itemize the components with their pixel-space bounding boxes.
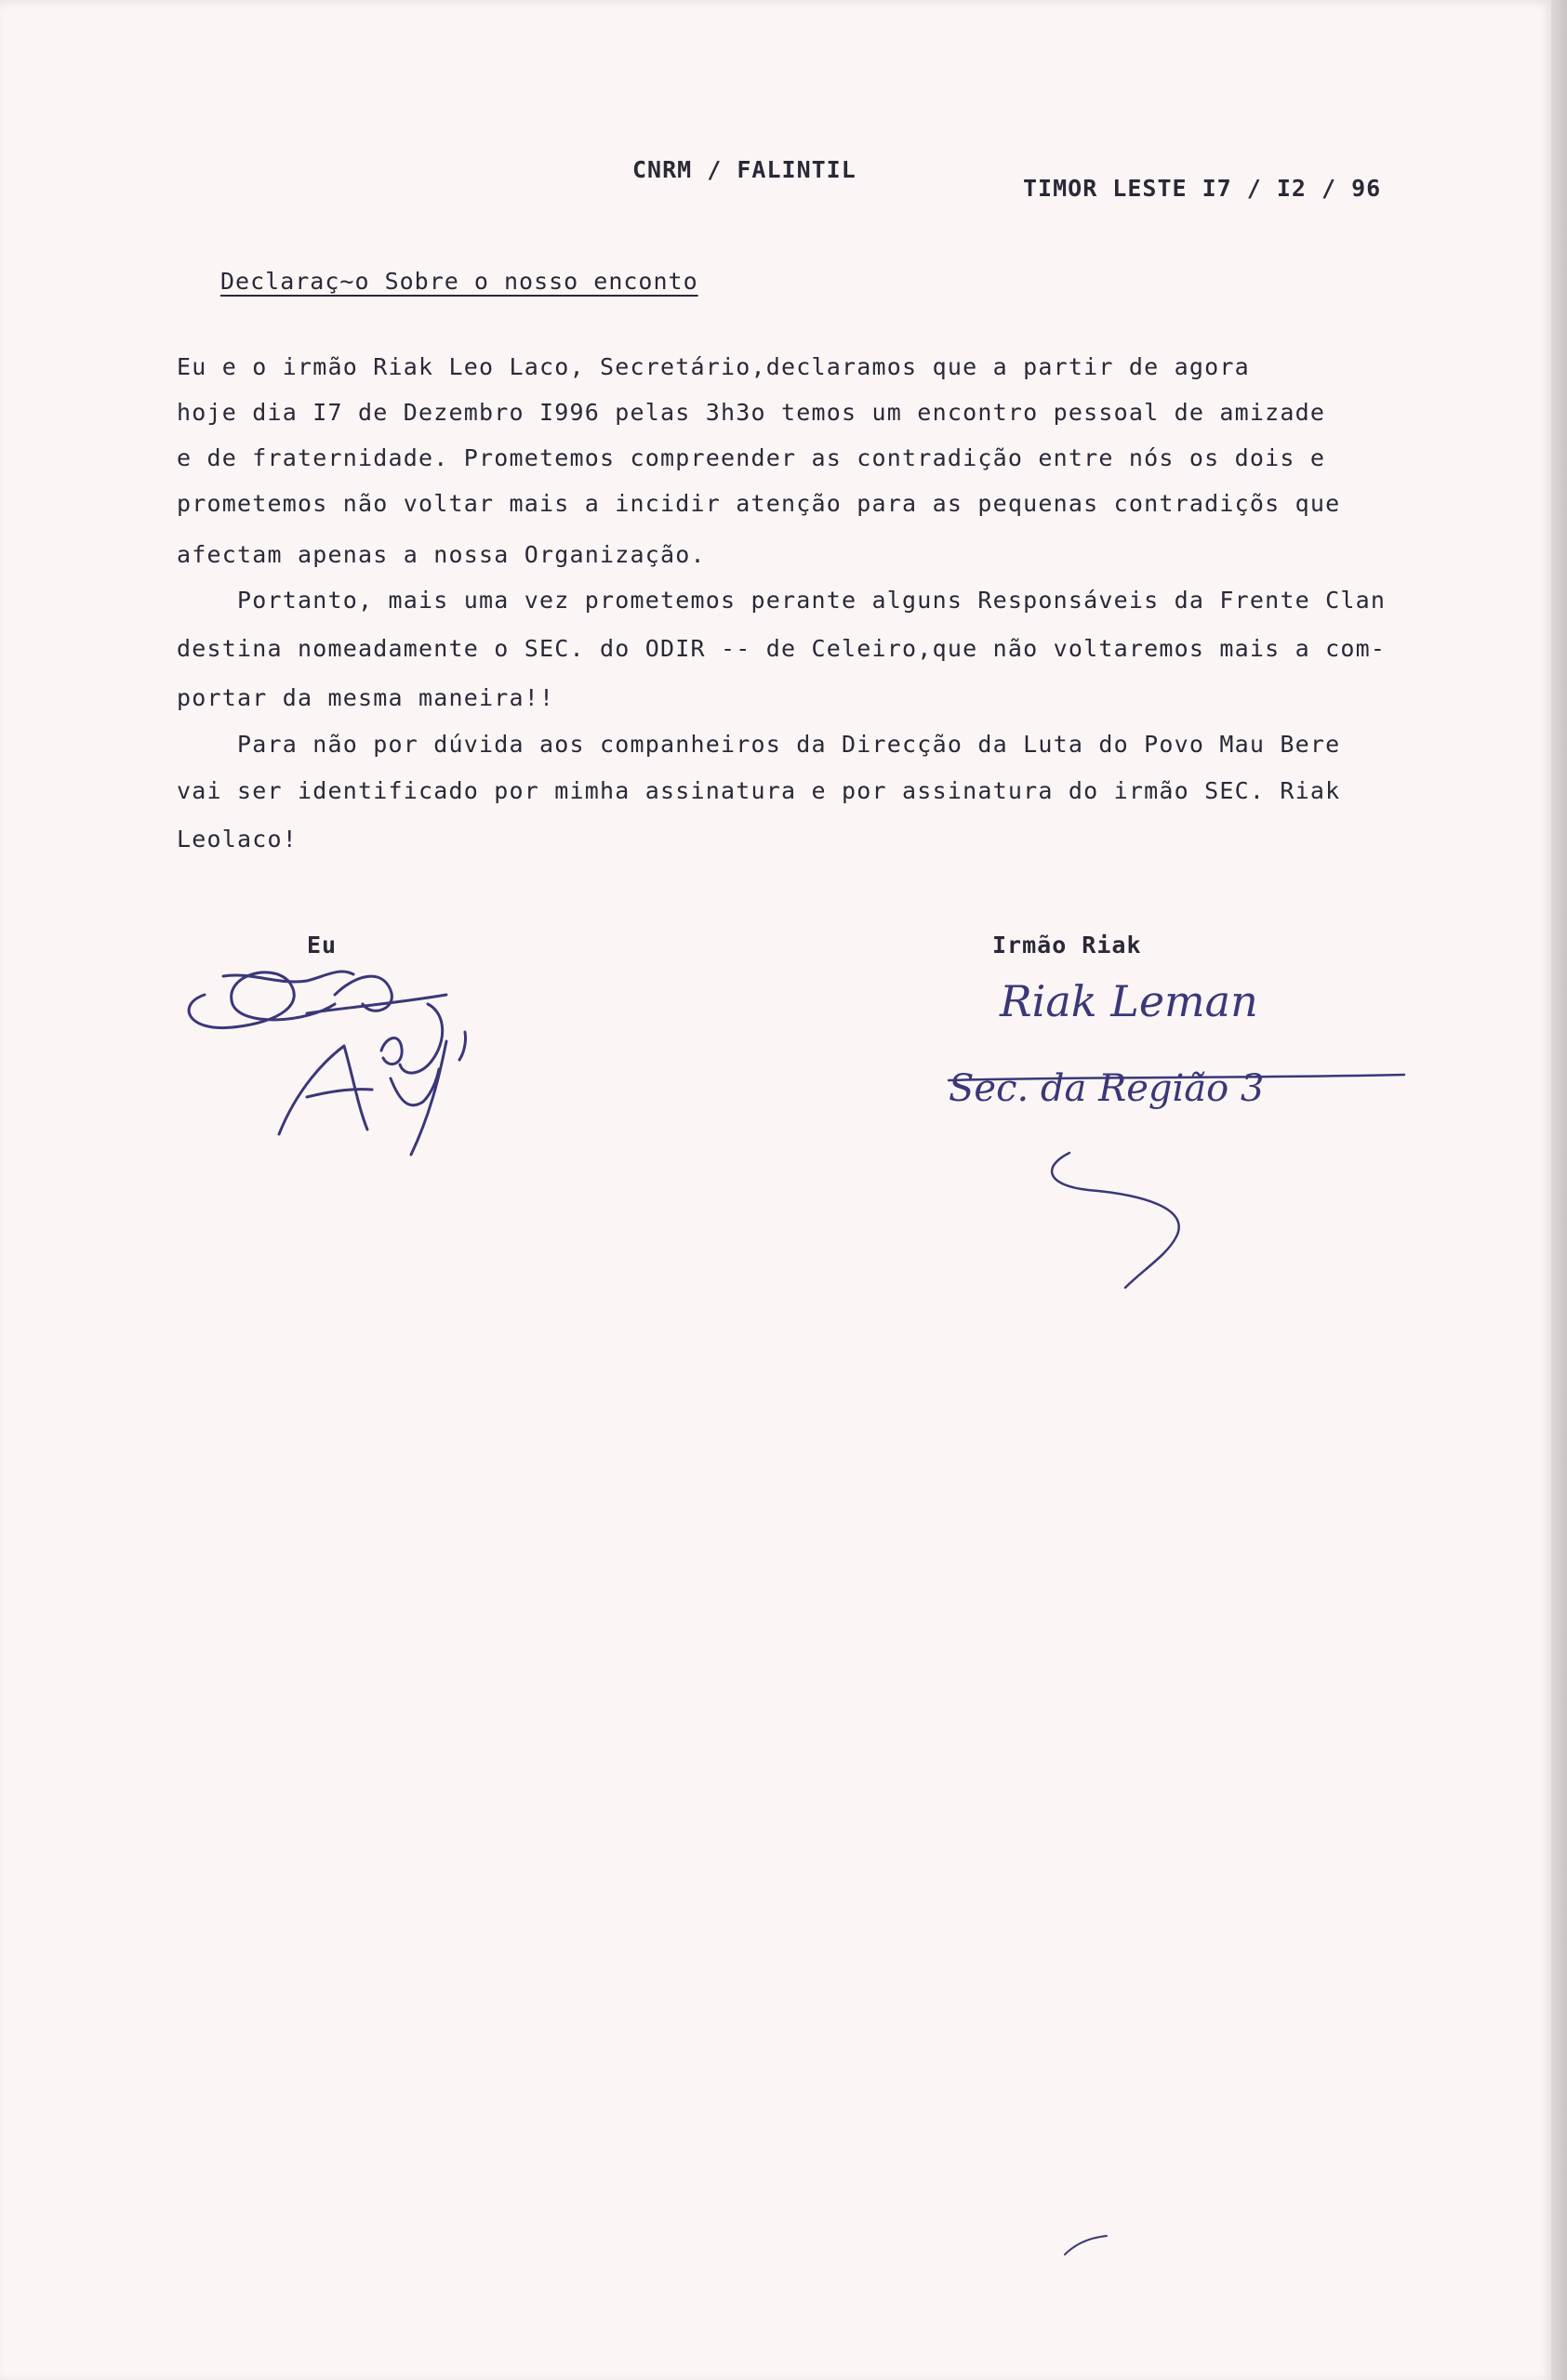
right-handwritten-name: Riak Leman (1000, 976, 1258, 1026)
left-handwritten-signature (167, 939, 484, 1162)
right-handwritten-title: Sec. da Região 3 (949, 1067, 1265, 1110)
body-line-8: portar da mesma maneira!! (177, 684, 555, 711)
page-edge (1551, 0, 1567, 2380)
body-line-1: Eu e o irmão Riak Leo Laco, Secretário,declaramos que a partir de agora (177, 353, 1250, 380)
place-date: TIMOR LESTE I7 / I2 / 96 (1023, 175, 1382, 202)
right-signature-label: Irmão Riak (992, 932, 1142, 959)
body-line-7: destina nomeadamente o SEC. do ODIR -- de Celeiro,que não voltaremos mais a com- (177, 635, 1387, 662)
body-line-6: Portanto, mais uma vez prometemos perante alguns Responsáveis da Frente Clan (177, 587, 1387, 614)
body-line-3: e de fraternidade. Prometemos compreender as contradição entre nós os dois e (177, 444, 1326, 471)
body-line-10: vai ser identificado por mimha assinatura e por assinatura do irmão SEC. Riak (177, 777, 1341, 804)
left-signature-label: Eu (307, 932, 338, 959)
body-line-11: Leolaco! (177, 826, 299, 853)
stray-pen-mark (1060, 2227, 1116, 2264)
body-line-2: hoje dia I7 de Dezembro I996 pelas 3h3o temos um encontro pessoal de amizade (177, 399, 1326, 426)
body-line-5: afectam apenas a nossa Organização. (177, 541, 706, 568)
organization-header: CNRM / FALINTIL (632, 156, 857, 183)
document-title: Declaraç~o Sobre o nosso enconto (220, 268, 698, 295)
body-line-4: prometemos não voltar mais a incidir atenção para as pequenas contradiçõs que (177, 490, 1341, 517)
body-line-9: Para não por dúvida aos companheiros da Direcção da Luta do Povo Mau Bere (177, 731, 1341, 758)
right-signature-underline (939, 1069, 1423, 1311)
